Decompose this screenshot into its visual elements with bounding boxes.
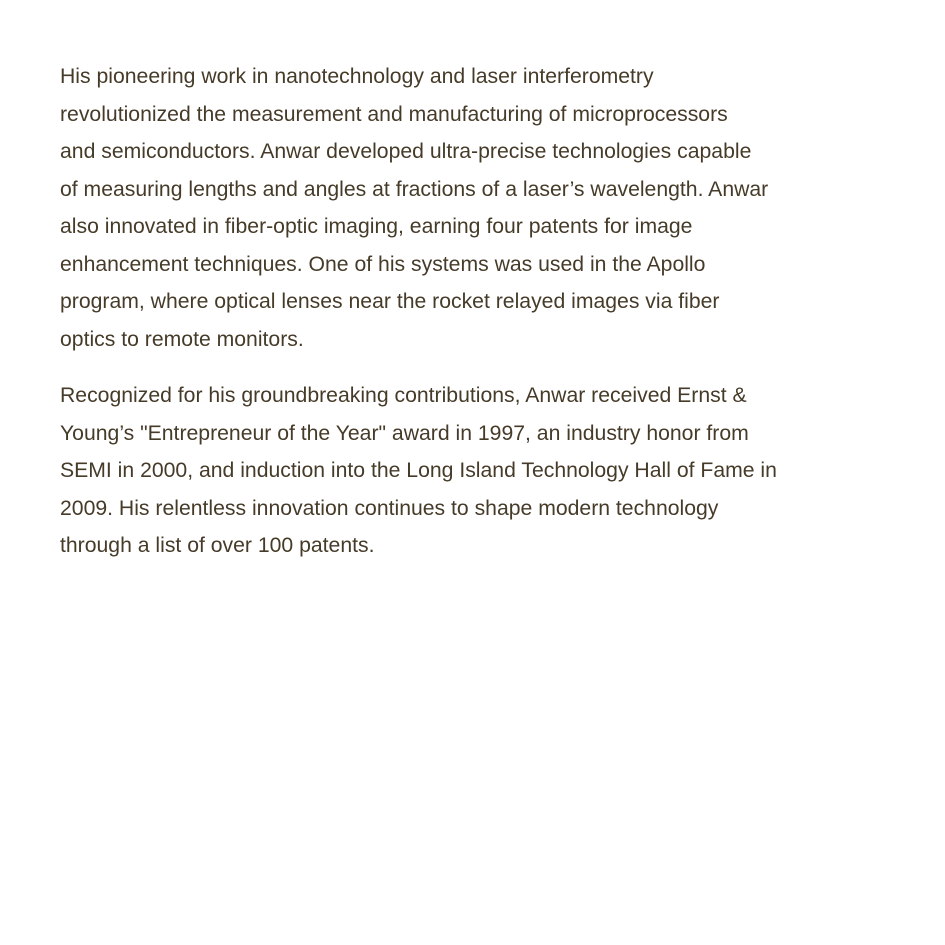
paragraph-innovations [60,58,895,358]
text-line: Recognized for his groundbreaking contributions, Anwar received Ernst & [60,384,747,407]
text-line: also innovated in fiber-optic imaging, earning four patents for image [60,215,693,238]
paragraph-recognition [60,377,895,565]
text-line: through a list of over 100 patents. [60,534,375,557]
text-line: of measuring lengths and angles at fractions of a laser’s wavelength. Anwar [60,177,769,201]
text-line: His pioneering work in nanotechnology and laser interferometry [60,65,654,88]
text-line: enhancement techniques. One of his systems was used in the Apollo [60,252,706,276]
text-line: Young’s "Entrepreneur of the Year" award in 1997, an industry honor from [60,421,749,445]
text-line: program, where optical lenses near the rocket relayed images via fiber [60,290,720,313]
text-line: optics to remote monitors. [60,327,304,351]
text-line: revolutionized the measurement and manufacturing of microprocessors [60,102,728,126]
text-line: 2009. His relentless innovation continues to shape modern technology [60,496,719,520]
text-line: and semiconductors. Anwar developed ultra-precise technologies capable [60,140,752,163]
document-page [60,58,895,584]
text-line: SEMI in 2000, and induction into the Long Island Technology Hall of Fame in [60,459,777,482]
